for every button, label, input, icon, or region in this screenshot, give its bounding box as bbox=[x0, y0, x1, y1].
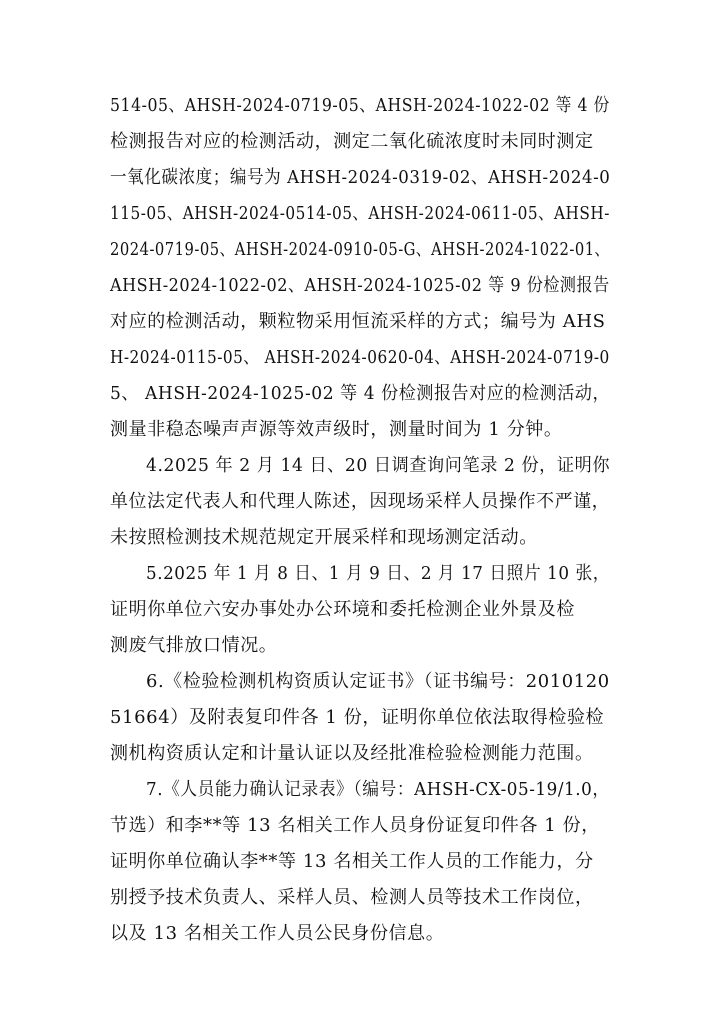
text-line: 以及 13 名相关工作人员公民身份信息。 bbox=[110, 923, 445, 944]
paragraph-7-first-line: 7.《人员能力确认记录表》（编号：AHSH-CX-05-19/1.0， bbox=[146, 779, 610, 800]
text-line: 未按照检测技术规范规定开展采样和现场测定活动。 bbox=[110, 527, 538, 548]
text-line: 测废气排放口情况。 bbox=[110, 635, 278, 656]
text-line: 测机构资质认定和计量认证以及经批准检验检测能力范围。 bbox=[110, 743, 594, 764]
text-line: 5、 AHSH-2024-1025-02 等 4 份检测报告对应的检测活动， bbox=[110, 383, 611, 404]
text-line: 51664）及附表复印件各 1 份，证明你单位依法取得检验检 bbox=[110, 707, 605, 728]
text-line: 514-05、AHSH-2024-0719-05、AHSH-2024-1022-02 等 4 份 bbox=[110, 95, 610, 116]
paragraph-5-first-line: 5.2025 年 1 月 8 日、1 月 9 日、2 月 17 日照片 10 张， bbox=[146, 563, 611, 584]
text-line: 节选）和李**等 13 名相关工作人员身份证复印件各 1 份， bbox=[110, 815, 600, 836]
text-line: 测量非稳态噪声声源等效声级时，测量时间为 1 分钟。 bbox=[110, 419, 563, 440]
text-line: 115-05、AHSH-2024-0514-05、AHSH-2024-0611-05、AHSH- bbox=[110, 203, 610, 224]
paragraph-6-first-line: 6.《检验检测机构资质认定证书》（证书编号：2010120 bbox=[146, 671, 610, 692]
text-line: 检测报告对应的检测活动，测定二氧化硫浓度时未同时测定 bbox=[110, 131, 594, 152]
text-line: 证明你单位确认李**等 13 名相关工作人员的工作能力，分 bbox=[110, 851, 594, 872]
paragraph-4-first-line: 4.2025 年 2 月 14 日、20 日调查询问笔录 2 份，证明你 bbox=[146, 455, 611, 476]
text-line: 一氧化碳浓度；编号为 AHSH-2024-0319-02、AHSH-2024-0 bbox=[110, 167, 611, 188]
text-line: AHSH-2024-1022-02、AHSH-2024-1025-02 等 9 份检测报告 bbox=[110, 275, 610, 296]
text-line: 别授予技术负责人、采样人员、检测人员等技术工作岗位， bbox=[110, 887, 594, 908]
text-line: H-2024-0115-05、 AHSH-2024-0620-04、AHSH-2024-0719-0 bbox=[110, 347, 610, 368]
text-line: 对应的检测活动，颗粒物采用恒流采样的方式；编号为 AHS bbox=[110, 311, 606, 332]
text-line: 2024-0719-05、AHSH-2024-0910-05-G、AHSH-2024-1022-01、 bbox=[110, 239, 610, 260]
text-line: 证明你单位六安办事处办公环境和委托检测企业外景及检 bbox=[110, 599, 575, 620]
text-line: 单位法定代表人和代理人陈述，因现场采样人员操作不严谨， bbox=[110, 491, 611, 512]
